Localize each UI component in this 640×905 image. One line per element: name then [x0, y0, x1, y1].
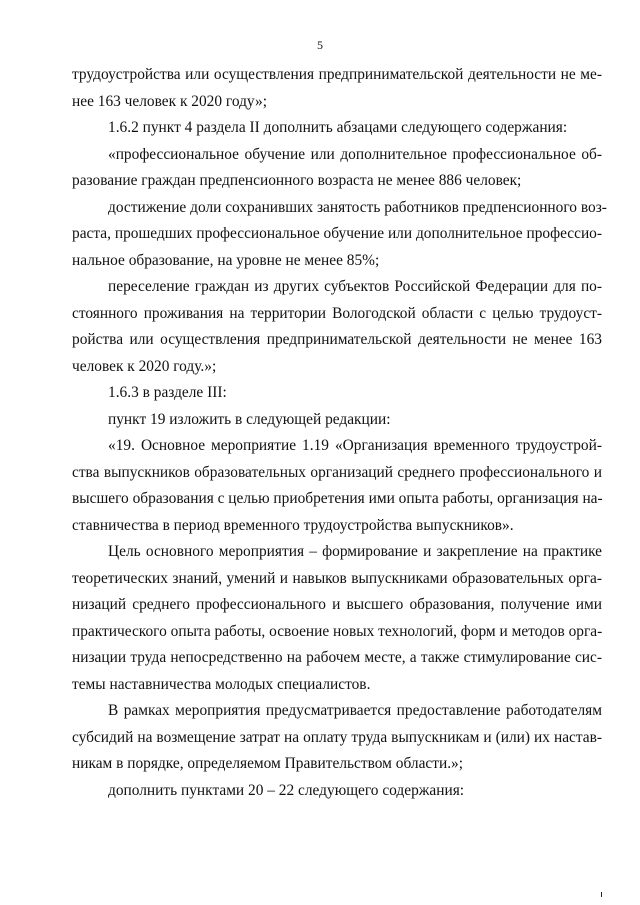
text-line: 1.6.2 пункт 4 раздела II дополнить абзацами следующего содержания:	[108, 119, 568, 136]
text-line: «19. Основное мероприятие 1.19 «Организация временного трудоустрой-	[108, 437, 602, 454]
text-line: Цель основного мероприятия – формирование и закрепление на практике	[108, 543, 602, 560]
text-line: разование граждан предпенсионного возраста не менее 886 человек;	[72, 172, 522, 189]
text-line: высшего образования с целью приобретения ими опыта работы, организация на-	[72, 490, 603, 507]
text-line: темы наставничества молодых специалистов.	[72, 675, 371, 693]
page-number: 5	[317, 38, 323, 52]
text-line: нальное образование, на уровне не менее 85%;	[72, 251, 380, 269]
text-line: практического опыта работы, освоение новых технологий, форм и методов орга-	[72, 622, 603, 640]
text-line: ройства или осуществления предпринимательской деятельности не менее 163	[72, 331, 602, 348]
text-line: никам в порядке, определяемом Правительством области.»;	[72, 755, 464, 772]
text-line: дополнить пунктами 20 – 22 следующего содержания:	[108, 781, 465, 799]
text-line: ства выпускников образовательных организаций среднего профессионального и	[72, 463, 602, 481]
text-line: стоянного проживания на территории Вологодской области с целью трудоуст-	[72, 304, 602, 322]
scan-mark	[601, 892, 602, 897]
text-line: В рамках мероприятия предусматривается предоставление работодателям	[108, 702, 602, 719]
text-line: раста, прошедших профессиональное обучение или дополнительное профессио-	[72, 225, 602, 242]
text-line: низации труда непосредственно на рабочем месте, а также стимулирование сис-	[72, 649, 602, 666]
text-line: переселение граждан из других субъектов Российской Федерации для по-	[108, 278, 602, 295]
text-line: достижение доли сохранивших занятость работников предпенсионного воз-	[108, 198, 607, 216]
text-line: низаций среднего профессионального и высшего образования, получение ими	[72, 596, 602, 613]
text-line: ставничества в период временного трудоустройства выпускников».	[72, 516, 514, 534]
text-line: 1.6.3 в разделе III:	[108, 384, 227, 401]
text-line: человек к 2020 году.»;	[72, 357, 217, 375]
text-line: трудоустройства или осуществления предпринимательской деятельности не ме-	[72, 66, 602, 83]
text-line: нее 163 человек к 2020 году»;	[72, 92, 267, 110]
text-line: пункт 19 изложить в следующей редакции:	[108, 410, 391, 428]
text-line: субсидий на возмещение затрат на оплату труда выпускникам и (или) их настав-	[72, 728, 602, 746]
document-body	[72, 62, 607, 804]
text-line: теоретических знаний, умений и навыков выпускниками образовательных орга-	[72, 569, 602, 587]
text-line: «профессиональное обучение или дополнительное профессиональное об-	[108, 145, 602, 163]
